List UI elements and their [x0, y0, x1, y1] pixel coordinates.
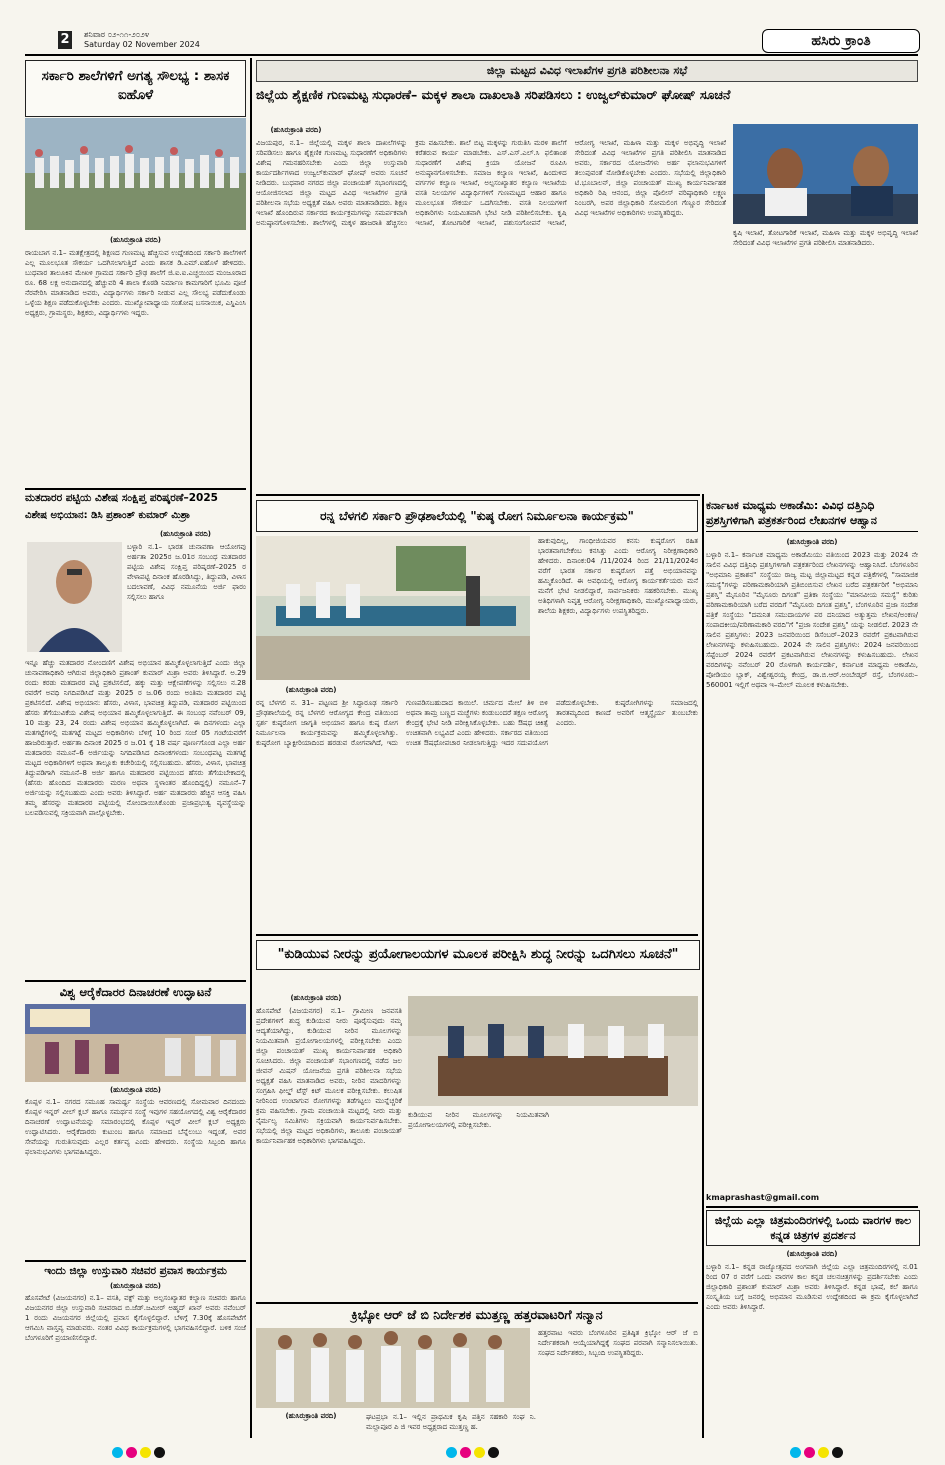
event-photo-image: [25, 1004, 246, 1082]
water-body-text: ಹೊಸಪೇಟೆ (ವಿಜಯನಗರ) ನ.1– ಗ್ರಾಮೀಣ ಜನವಸತಿ ಪ್ರದೇಶಗಳಿಗೆ ಶುದ್ಧ ಕುಡಿಯುವ ನೀರು ಪೂರೈಸುವುದು ನಮ್ಮ ಆದ್ಯತೆಯಾಗಿದ್ದು, ಕುಡಿಯುವ ನೀರಿನ ಮೂಲಗಳನ್ನು ನಿಯಮಿತವಾಗಿ ಪ್ರಯೋಗಾಲಯಗಳಲ್ಲಿ ಪರೀಕ್ಷಿಸಬೇಕು ಎಂದು ಜಿಲ್ಲಾ ಪಂಚಾಯತ್ ಮುಖ್ಯ ಕಾರ್ಯನಿರ್ವಾಹಕ ಅಧಿಕಾರಿ ಸೂಚಿಸಿದರು. ಜಿಲ್ಲಾ ಪಂಚಾಯತ್ ಸಭಾಂಗಣದಲ್ಲಿ ನಡೆದ ಜಲ ಜೀವನ್ ಮಿಷನ್ ಯೋಜನೆಯ ಪ್ರಗತಿ ಪರಿಶೀಲನಾ ಸಭೆಯ ಅಧ್ಯಕ್ಷತೆ ವಹಿಸಿ ಮಾತನಾಡಿದ ಅವರು, ನೀರಿನ ಮಾದರಿಗಳನ್ನು ಸಂಗ್ರಹಿಸಿ ಫೀಲ್ಡ್ ಟೆಸ್ಟ್ ಕಿಟ್ ಮೂಲಕ ಪರೀಕ್ಷಿಸಬೇಕು. ಕಲುಷಿತ ನೀರಿನಿಂದ ಉಂಟಾಗುವ ರೋಗಗಳನ್ನು ತಡೆಗಟ್ಟಲು ಮುನ್ನೆಚ್ಚರಿಕೆ ಕ್ರಮ ವಹಿಸಬೇಕು. ಗ್ರಾಮ ಪಂಚಾಯಿತಿ ಮಟ್ಟದಲ್ಲಿ ನೀರು ಮತ್ತು ನೈರ್ಮಲ್ಯ ಸಮಿತಿಗಳು ಸಕ್ರಿಯವಾಗಿ ಕಾರ್ಯನಿರ್ವಹಿಸಬೇಕು. ಸಭೆಯಲ್ಲಿ ಜಿಲ್ಲಾ ಮಟ್ಟದ ಅಧಿಕಾರಿಗಳು, ತಾಲೂಕು ಪಂಚಾಯತ್ ಕಾರ್ಯನಿರ್ವಾಹಕ ಅಧಿಕಾರಿಗಳು ಭಾಗವಹಿಸಿದ್ದರು.: [256, 1007, 402, 1145]
headline-box: [25, 60, 246, 117]
story3-body: ಕೊಪ್ಪಳ ನ.1– ನಗರದ ಸಮೂಹ ಸಾಮರ್ಥ್ಯ ಸಂಸ್ಥೆಯ ಆವರಣದಲ್ಲಿ ಸೋಮವಾರ ದಿನದಂದು ಕೊಪ್ಪಳ ಇನ್ನರ್ ವೀಲ್ ಕ್ಲಬ್ ಹಾಗೂ ಸಮರ್ಥನ ಸಂಸ್ಥೆ ಇವುಗಳ ಸಹಯೋಗದಲ್ಲಿ ವಿಶ್ವ ಆರೈಕೆದಾರರ ದಿನಾಚರಣೆ ಉದ್ಘಾಟನೆಯನ್ನು ಸಮಾರಂಭದಲ್ಲಿ ಕೊಪ್ಪಳ ಇನ್ನರ್ ವೀಲ್ ಕ್ಲಬ್ ಅಧ್ಯಕ್ಷರು ಉದ್ಘಾಟಿಸಿದರು. ಆರೈಕೆದಾರರು ಕುಟುಂಬ ಹಾಗೂ ಸಮಾಜದ ಬೆನ್ನೆಲುಬು ಇದ್ದಂತೆ, ಅವರ ಸೇವೆಯನ್ನು ಗುರುತಿಸುವುದು ಎಲ್ಲರ ಕರ್ತವ್ಯ ಎಂದು ಹೇಳಿದರು. ಸಂಸ್ಥೆಯ ಸಿಬ್ಬಂದಿ ಹಾಗೂ ಫಲಾನುಭವಿಗಳು ಭಾಗವಹಿಸಿದ್ದರು.: [25, 1098, 246, 1156]
story2-headline: ಮತದಾರರ ಪಟ್ಟಿಯ ವಿಶೇಷ ಸಂಕ್ಷಿಪ್ತ ಪರಿಷ್ಕರಣೆ–2025: [25, 492, 218, 504]
story2-byline: (ಹುಸಿರುಕ್ರಾಂತಿ ವರದಿ): [159, 530, 212, 538]
cyan-dot-icon: [790, 1447, 801, 1458]
column-divider: [250, 58, 252, 1438]
issue-date-kannada: ಶನಿವಾರ ೦೨-೧೧-೨೦೨೪: [84, 30, 150, 39]
dc-portrait: [27, 542, 122, 652]
registration-dots-left: [112, 1443, 168, 1462]
issue-date: [84, 30, 200, 50]
lead-body-right: [733, 228, 918, 490]
school-event-photo-image: [256, 536, 530, 680]
story1-headline: ಸರ್ಕಾರಿ ಶಾಲೆಗಳಿಗೆ ಅಗತ್ಯ ಸೌಲಭ್ಯ : ಶಾಸಕ ಐಹೊಳೆ: [41, 68, 230, 103]
cyan-dot-icon: [112, 1447, 123, 1458]
leprosy-body-right: ಹಾಕುವುದಿಲ್ಲ, ಗಾಂಧೀಜಿಯವರ ಕನಸು ಕುಷ್ಠರೋಗ ರಹಿತ ಭಾರತವಾಗಬೇಕೆಂಬ ಕನಸಿತ್ತು ಎಂದು ಆರೋಗ್ಯ ನಿರೀಕ್ಷಣಾಧಿಕಾರಿ ಹೇಳಿದರು. ದಿನಾಂಕ:04 /11/2024 ರಿಂದ 21/11/2024ರ ವರೆಗೆ ಭಾರತ ಸರ್ಕಾರ ಕುಷ್ಠರೋಗ ಪತ್ತೆ ಅಭಿಯಾನವನ್ನು ಹಮ್ಮಿಕೊಂಡಿದೆ. ಈ ಅವಧಿಯಲ್ಲಿ ಆರೋಗ್ಯ ಕಾರ್ಯಕರ್ತೆಯರು ಮನೆ ಮನೆಗೆ ಭೇಟಿ ನೀಡಲಿದ್ದಾರೆ, ಸಾರ್ವಜನಿಕರು ಸಹಕರಿಸಬೇಕು. ಮುಖ್ಯ ಅತಿಥಿಗಳಾಗಿ ನಿವೃತ್ತ ಆರೋಗ್ಯ ನಿರೀಕ್ಷಣಾಧಿಕಾರಿ, ಮುಖ್ಯೋಪಾಧ್ಯಾಯರು, ಶಾಲೆಯ ಶಿಕ್ಷಕರು, ವಿದ್ಯಾರ್ಥಿಗಳು ಉಪಸ್ಥಿತರಿದ್ದರು.: [538, 537, 698, 615]
story2-subhead: ವಿಶೇಷ ಅಭಿಯಾನ: ಡಿಸಿ ಪ್ರಶಾಂತ್ ಕುಮಾರ್ ಮಿಶ್ರಾ: [25, 510, 191, 521]
water-body-right: [408, 1110, 698, 1298]
divider: [25, 488, 246, 490]
lead-kicker: ಜಿಲ್ಲಾ ಮಟ್ಟದ ವಿವಿಧ ಇಲಾಖೆಗಳ ಪ್ರಗತಿ ಪರಿಶೀಲನಾ ಸಭೆ: [256, 60, 918, 82]
yellow-dot-icon: [474, 1447, 485, 1458]
header-rule: [25, 54, 918, 56]
story4-byline: (ಹುಸಿರುಕ್ರಾಂತಿ ವರದಿ): [109, 1282, 162, 1290]
divider: [25, 1260, 246, 1262]
kribhco-body1: ಘಟಪ್ರಭಾ ನ.1– ಇಲ್ಲಿನ ಪ್ರಾಥಮಿಕ ಕೃಷಿ ಪತ್ತಿನ ಸಹಕಾರಿ ಸಂಘ ನಿ. ಮಲ್ಲಾಪೂರ ಪಿ ಜಿ ಇವರ ಅಧ್ಯಕ್ಷರಾದ ಮುತ್ತಣ್ಣ ಹ.: [366, 1413, 536, 1431]
lead-photo: [733, 124, 918, 224]
academy-headline: ಕರ್ನಾಟಕ ಮಾಧ್ಯಮ ಅಕಾಡೆಮಿ: ವಿವಿಧ ದತ್ತಿನಿಧಿ ಪ್ರಶಸ್ತಿಗಳಿಗಾಗಿ ಪತ್ರಕರ್ತರಿಂದ ಲೇಖನಗಳ ಆಹ್ವಾನ: [706, 498, 918, 532]
divider: [256, 934, 698, 936]
divider: [256, 494, 700, 496]
story1-photo: [25, 118, 246, 230]
water-photo: [408, 996, 698, 1106]
water-body-right-text: ಕುಡಿಯುವ ನೀರಿನ ಮೂಲಗಳನ್ನು ನಿಯಮಿತವಾಗಿ ಪ್ರಯೋಗಾಲಯಗಳಲ್ಲಿ ಪರೀಕ್ಷಿಸಬೇಕು.: [408, 1111, 549, 1129]
yellow-dot-icon: [140, 1447, 151, 1458]
story3-byline: (ಹುಸಿರುಕ್ರಾಂತಿ ವರದಿ): [109, 1086, 162, 1094]
magenta-dot-icon: [804, 1447, 815, 1458]
registration-dots-center: [446, 1443, 502, 1462]
story2-body-top: ಬಳ್ಳಾರಿ ನ.1– ಭಾರತ ಚುನಾವಣಾ ಆಯೋಗವು ಅರ್ಹತಾ 2025ರ ಜ.01ರ ಸಂಬಂಧ ಮತದಾರರ ಪಟ್ಟಿಯ ವಿಶೇಷ ಸಂಕ್ಷಿಪ್ತ ಪರಿಷ್ಕರಣೆ–2025 ರ ವೇಳಾಪಟ್ಟಿ ದಿನಾಂಕ ಹೊರಡಿಸಿದ್ದು, ತಿದ್ದುಪಡಿ, ವಿಳಾಸ ಬದಲಾವಣೆ, ವಿವಿಧ ನಮೂನೆಯ ಅರ್ಜಿ ಫಾರಂ ಸಲ್ಲಿಸಲು ಹಾಗೂ: [127, 543, 246, 601]
water-byline: (ಹುಸಿರುಕ್ರಾಂತಿ ವರದಿ): [290, 994, 342, 1002]
story3-photo: [25, 1004, 246, 1082]
lead-body-right-text: ಕೃಷಿ ಇಲಾಖೆ, ತೋಟಗಾರಿಕೆ ಇಲಾಖೆ, ಮಹಿಳಾ ಮತ್ತು ಮಕ್ಕಳ ಅಭಿವೃದ್ಧಿ ಇಲಾಖೆ ಸೇರಿದಂತೆ ವಿವಿಧ ಇಲಾಖೆಗಳ ಪ್ರಗತಿ ಪರಿಶೀಲಿಸಿ ಮಾತನಾಡಿದರು.: [733, 229, 918, 247]
black-dot-icon: [488, 1447, 499, 1458]
leprosy-photo: [256, 536, 530, 680]
felicitation-photo-image: [256, 1328, 530, 1408]
leprosy-body: [256, 698, 698, 930]
black-dot-icon: [154, 1447, 165, 1458]
divider: [706, 1206, 918, 1208]
divider: [25, 980, 246, 982]
cyan-dot-icon: [446, 1447, 457, 1458]
story4-headline: ಇಂದು ಜಿಲ್ಲಾ ಉಸ್ತುವಾರಿ ಸಚಿವರ ಪ್ರವಾಸ ಕಾರ್ಯಕ್ರಮ: [44, 1265, 227, 1277]
lead-body: [256, 138, 726, 490]
column-divider: [702, 494, 704, 1438]
lead-headline: ಜಿಲ್ಲೆಯ ಶೈಕ್ಷಣಿಕ ಗುಣಮಟ್ಟ ಸುಧಾರಣೆ– ಮಕ್ಕಳ ಶಾಲಾ ದಾಖಲಾತಿ ಸರಿಪಡಿಸಲು : ಉಜ್ವಲ್‌ಕುಮಾರ್ ಘೋಷ್ ಸೂಚನೆ: [256, 87, 731, 102]
leprosy-byline: (ಹುಸಿರುಕ್ರಾಂತಿ ವರದಿ): [285, 686, 337, 694]
leprosy-body-text: ರನ್ನ ಬೆಳಗಲಿ ನ. 31– ಪಟ್ಟಣದ ಶ್ರೀ ಸಿದ್ಧಾರೂಢ ಸರ್ಕಾರಿ ಪ್ರೌಢಶಾಲೆಯಲ್ಲಿ ರನ್ನ ಬೆಳಗಲಿ ಆರೋಗ್ಯದ ಕೇಂದ್ರ ವತಿಯಿಂದ ಸ್ಪರ್ಶ ಕುಷ್ಠರೋಗ ಜಾಗೃತಿ ಅಭಿಯಾನ ಹಾಗೂ ಕುಷ್ಠ ರೋಗ ನಿರ್ಮೂಲನಾ ಕಾರ್ಯಕ್ರಮವನ್ನು ಹಮ್ಮಿಕೊಳ್ಳಲಾಗಿತ್ತು. ಕುಷ್ಠರೋಗ ಬ್ಯಾಕ್ಟೀರಿಯಾದಿಂದ ಹರಡುವ ರೋಗವಾಗಿದೆ, ಇದು ಗುಣಪಡಿಸಬಹುದಾದ ಕಾಯಿಲೆ. ಚರ್ಮದ ಮೇಲೆ ತಿಳಿ ಬಿಳಿ ಅಥವಾ ತಾಮ್ರ ಬಣ್ಣದ ಮಚ್ಚೆಗಳು ಕಂಡುಬಂದರೆ ತಕ್ಷಣ ಆರೋಗ್ಯ ಕೇಂದ್ರಕ್ಕೆ ಭೇಟಿ ನೀಡಿ ಪರೀಕ್ಷಿಸಿಕೊಳ್ಳಬೇಕು. ಬಹು ಔಷಧ ಚಿಕಿತ್ಸೆ ಉಚಿತವಾಗಿ ಲಭ್ಯವಿದೆ ಎಂದು ಹೇಳಿದರು. ಸರ್ಕಾರದ ವತಿಯಿಂದ ಉಚಿತ ಔಷಧೋಪಚಾರ ನೀಡಲಾಗುತ್ತಿದ್ದು ಇದರ ಸದುಪಯೋಗ ಪಡೆದುಕೊಳ್ಳಬೇಕು. ಕುಷ್ಠರೋಗಿಗಳನ್ನು ಸಮಾಜದಲ್ಲಿ ತಾರತಮ್ಯದಿಂದ ಕಾಣದೆ ಅವರಿಗೆ ಆತ್ಮಸ್ಥೈರ್ಯ ತುಂಬಬೇಕು ಎಂದರು.: [256, 699, 698, 747]
cinema-body: ಬಳ್ಳಾರಿ ನ.1– ಕನ್ನಡ ರಾಜ್ಯೋತ್ಸವದ ಅಂಗವಾಗಿ ಜಿಲ್ಲೆಯ ಎಲ್ಲಾ ಚಿತ್ರಮಂದಿರಗಳಲ್ಲಿ ನ.01 ರಿಂದ 07 ರ ವರೆಗೆ ಒಂದು ವಾರಗಳ ಕಾಲ ಕನ್ನಡ ಚಲನಚಿತ್ರಗಳನ್ನು ಪ್ರದರ್ಶಿಸಬೇಕು ಎಂದು ಜಿಲ್ಲಾಧಿಕಾರಿ ಪ್ರಶಾಂತ್ ಕುಮಾರ್ ಮಿಶ್ರಾ ಅವರು ತಿಳಿಸಿದ್ದಾರೆ. ಕನ್ನಡ ಭಾಷೆ, ಕಲೆ ಹಾಗೂ ಸಂಸ್ಕೃತಿಯ ಬಗ್ಗೆ ಜನರಲ್ಲಿ ಅಭಿಮಾನ ಮೂಡಿಸುವ ಉದ್ದೇಶದಿಂದ ಈ ಕ್ರಮ ಕೈಗೊಳ್ಳಲಾಗಿದೆ ಎಂದು ಅವರು ತಿಳಿಸಿದ್ದಾರೆ.: [706, 1263, 918, 1311]
story2-body: ಇನ್ನೂ ಹೆಚ್ಚು ಮತದಾರರ ನೋಂದಣಿಗೆ ವಿಶೇಷ ಅಭಿಯಾನ ಹಮ್ಮಿಕೊಳ್ಳಲಾಗುತ್ತಿದೆ ಎಂದು ಜಿಲ್ಲಾ ಚುನಾವಣಾಧಿಕಾರಿ ಆಗಿರುವ ಜಿಲ್ಲಾಧಿಕಾರಿ ಪ್ರಶಾಂತ್ ಕುಮಾರ್ ಮಿಶ್ರಾ ಅವರು ತಿಳಿಸಿದ್ದಾರೆ. ಅ.29 ರಂದು ಕರಡು ಮತದಾರರ ಪಟ್ಟಿ ಪ್ರಕಟಿಸಲಿದೆ, ಹಕ್ಕು ಮತ್ತು ಆಕ್ಷೇಪಣೆಗಳನ್ನು ಸಲ್ಲಿಸಲು ನ.28 ರವರೆಗೆ ಅವಧಿ ನಿಗದಿಪಡಿಸಿದೆ ಮತ್ತು 2025 ರ ಜ.06 ರಂದು ಅಂತಿಮ ಮತದಾರರ ಪಟ್ಟಿ ಪ್ರಕಟಿಸಲಿದೆ. ವಿಶೇಷ ಅಭಿಯಾನ: ಹೆಸರು, ವಿಳಾಸ, ಭಾವಚಿತ್ರ ತಿದ್ದುಪಡಿ, ಮತದಾರರ ಪಟ್ಟಿಯಿಂದ ಹೆಸರು ತೆಗೆಯುವಿಕೆಯ ವಿಶೇಷ ಅಭಿಯಾನ ಹಮ್ಮಿಕೊಳ್ಳಲಾಗುತ್ತಿದೆ. ಈ ಸಂಬಂಧ ನವೆಂಬರ್ 09, 10 ಮತ್ತು 23, 24 ರಂದು ವಿಶೇಷ ಅಭಿಯಾನ ಹಮ್ಮಿಕೊಳ್ಳಲಾಗಿದೆ. ಈ ದಿನಗಳಂದು ಎಲ್ಲಾ ಮತಗಟ್ಟೆಗಳಲ್ಲಿ ಮತಗಟ್ಟೆ ಮಟ್ಟದ ಅಧಿಕಾರಿಗಳು ಬೆಳಿಗ್ಗೆ 10 ರಿಂದ ಸಂಜೆ 05 ಗಂಟೆಯವರೆಗೆ ಹಾಜರಿರುತ್ತಾರೆ. ಅರ್ಹತಾ ದಿನಾಂಕ 2025 ರ ಜ.01 ಕ್ಕೆ 18 ವರ್ಷ ಪೂರ್ಣಗೊಂಡ ಎಲ್ಲಾ ಅರ್ಹ ಮತದಾರರು ನಮೂನೆ–6 ಅರ್ಜಿಯನ್ನು ನಿಗದಿಪಡಿಸಿದ ದಿನಾಂಕಗಳಂದು ಸಂಬಂಧಪಟ್ಟ ಮತಗಟ್ಟೆ ಮಟ್ಟದ ಅಧಿಕಾರಿಗಳಿಗೆ ಅಥವಾ ತಾಲ್ಲೂಕು ಕಚೇರಿಯಲ್ಲಿ ಸಲ್ಲಿಸಬಹುದು. ಹೆಸರು, ವಿಳಾಸ, ಭಾವಚಿತ್ರ ತಿದ್ದುಪಡಿಗಾಗಿ ನಮೂನೆ–8 ಅರ್ಜಿ ಹಾಗೂ ಮತದಾರರ ಪಟ್ಟಿಯಿಂದ ಹೆಸರು ತೆಗೆಯಬೇಕಾದಲ್ಲಿ (ಹೆಸರು ಹೊಂದಿದ ಮತದಾರರು ಮರಣ ಅಥವಾ ಸ್ಥಳಾಂತರ ಹೊಂದಿದ್ದಲ್ಲಿ) ನಮೂನೆ–7 ಅರ್ಜಿಯನ್ನು ಸಲ್ಲಿಸಬಹುದು ಎಂದು ಅವರು ತಿಳಿಸಿದ್ದಾರೆ. ಅರ್ಹ ಮತದಾರರು ಹೆಚ್ಚಿನ ಆಸಕ್ತಿ ವಹಿಸಿ ತಮ್ಮ ಹೆಸರನ್ನು ಮತದಾರರ ಪಟ್ಟಿಯಲ್ಲಿ ನೋಂದಾಯಿಸಿಕೊಂಡು ಪ್ರಜಾಪ್ರಭುತ್ವ ವ್ಯವಸ್ಥೆಯನ್ನು ಬಲಪಡಿಸುವಲ್ಲಿ ಸಕ್ರಿಯವಾಗಿ ಪಾಲ್ಗೊಳ್ಳಬೇಕು.: [25, 659, 246, 817]
story1-body: ರಾಯಬಾಗ ನ.1– ಮತಕ್ಷೇತ್ರದಲ್ಲಿ ಶಿಕ್ಷಣದ ಗುಣಮಟ್ಟ ಹೆಚ್ಚಿಸುವ ಉದ್ದೇಶದಿಂದ ಸರ್ಕಾರಿ ಶಾಲೆಗಳಿಗೆ ಎಲ್ಲ ಮೂಲಭೂತ ಸೌಕರ್ಯ ಒದಗಿಸಲಾಗುತ್ತಿದೆ ಎಂದು ಶಾಸಕ ಡಿ.ಎಮ್.ಐಹೊಳೆ ಹೇಳಿದರು. ಬುಧವಾರ ತಾಲೂಕಿನ ಮೇಖಳಿ ಗ್ರಾಮದ ಸರ್ಕಾರಿ ಪ್ರೌಢ ಶಾಲೆಗೆ ಜಿ.ಐ.ಐ.ಎಚ್ಚಯಿಂದ ಮಂಜೂರಾದ ರೂ. 68 ಲಕ್ಷ ಅನುದಾನದಲ್ಲಿ ಹೆಚ್ಚುವರಿ 4 ಶಾಲಾ ಕೊಠಡಿ ನಿರ್ಮಾಣ ಕಾಮಗಾರಿಗೆ ಭೂಮಿ ಪೂಜೆ ನೆರವೇರಿಸಿ ಮಾತನಾಡಿದ ಅವರು, ವಿದ್ಯಾರ್ಥಿಗಳು ಸರ್ಕಾರಿ ನೀಡುವ ಎಲ್ಲ ಸೌಲಭ್ಯ ಪಡೆದುಕೊಂಡು ಒಳ್ಳೆಯ ಶಿಕ್ಷಣ ಪಡೆದುಕೊಳ್ಳಬೇಕು ಎಂದರು. ಮುಖ್ಯೋಪಾಧ್ಯಾಯ ಸಂತೋಷ ಬಸನಾಯಿಕ, ಎಸ್ಡಿಎಂಸಿ ಅಧ್ಯಕ್ಷರು, ಗ್ರಾಮಸ್ಥರು, ಶಿಕ್ಷಕರು, ವಿದ್ಯಾರ್ಥಿಗಳು ಇದ್ದರು.: [25, 249, 246, 317]
divider: [256, 1302, 698, 1304]
left-story-1: [25, 60, 246, 1438]
cinema-headline: ಜಿಲ್ಲೆಯ ಎಲ್ಲಾ ಚಿತ್ರಮಂದಿರಗಳಲ್ಲಿ ಒಂದು ವಾರಗಳ ಕಾಲ ಕನ್ನಡ ಚಿತ್ರಗಳ ಪ್ರದರ್ಶನ: [706, 1210, 920, 1246]
issue-date-english: Saturday 02 November 2024: [84, 40, 200, 49]
story1-byline: (ಹುಸಿರುಕ್ರಾಂತಿ ವರದಿ): [109, 236, 162, 244]
water-headline: "ಕುಡಿಯುವ ನೀರನ್ನು ಪ್ರಯೋಗಾಲಯಗಳ ಮೂಲಕ ಪರೀಕ್ಷಿಸಿ ಶುದ್ಧ ನೀರನ್ನು ಒದಗಿಸಲು ಸೂಚನೆ": [256, 940, 700, 970]
story3-headline: ವಿಶ್ವ ಆರೈಕೆದಾರರ ದಿನಾಚರಣೆ ಉದ್ಘಾಟನೆ: [59, 985, 212, 999]
kribhco-headline: ಕ್ರಿಭ್ಕೋ ಆರ್ ಜೆ ಬಿ ನಿರ್ದೇಶಕ ಮುತ್ತಣ್ಣ ಹತ್ತರವಾಟರಿಗೆ ಸನ್ಮಾನ: [351, 1307, 603, 1322]
registration-dots-right: [790, 1443, 846, 1462]
kribhco-byline: (ಹುಸಿರುಕ್ರಾಂತಿ ವರದಿ): [285, 1412, 337, 1420]
academy-byline: (ಹುಸಿರುಕ್ರಾಂತಿ ವರದಿ): [786, 538, 838, 546]
lab-meeting-photo-image: [408, 996, 698, 1106]
portrait-image: [27, 542, 122, 652]
page-number: 2: [58, 31, 72, 49]
story4-body: ಹೊಸಪೇಟೆ (ವಿಜಯನಗರ) ನ.1– ವಸತಿ, ವಕ್ಫ್ ಮತ್ತು ಅಲ್ಪಸಂಖ್ಯಾತರ ಕಲ್ಯಾಣ ಸಚಿವರು ಹಾಗೂ ವಿಜಯನಗರ ಜಿಲ್ಲಾ ಉಸ್ತುವಾರಿ ಸಚಿವರಾದ ಬಿ.ಜೆಡ್.ಜಮೀರ್ ಅಹ್ಮದ್ ಖಾನ್ ಅವರು ನವೆಂಬರ್ 1 ರಂದು ವಿಜಯನಗರ ಜಿಲ್ಲೆಯಲ್ಲಿ ಪ್ರವಾಸ ಕೈಗೊಳ್ಳಲಿದ್ದಾರೆ. ಬೆಳಿಗ್ಗೆ 7.30ಕ್ಕೆ ಹೊಸಪೇಟೆಗೆ ಆಗಮಿಸಿ ವಾಸ್ತವ್ಯ ಮಾಡುವರು. ನಂತರ ವಿವಿಧ ಕಾರ್ಯಕ್ರಮಗಳಲ್ಲಿ ಭಾಗವಹಿಸಲಿದ್ದಾರೆ. ಬಳಿಕ ಸಂಜೆ ಬೆಂಗಳೂರಿಗೆ ಪ್ರಯಾಣಿಸಲಿದ್ದಾರೆ.: [25, 1294, 246, 1342]
kribhco-photo: [256, 1328, 530, 1408]
meeting-photo-image: [733, 124, 918, 224]
magenta-dot-icon: [460, 1447, 471, 1458]
leprosy-headline: ರನ್ನ ಬೆಳಗಲಿ ಸರ್ಕಾರಿ ಪ್ರೌಢಶಾಲೆಯಲ್ಲಿ "ಕುಷ್ಠ ರೋಗ ನಿರ್ಮೂಲನಾ ಕಾರ್ಯಕ್ರಮ": [256, 500, 698, 532]
water-body-left: [256, 1006, 402, 1298]
magenta-dot-icon: [126, 1447, 137, 1458]
lead-byline: (ಹುಸಿರುಕ್ರಾಂತಿ ವರದಿ): [270, 126, 322, 134]
academy-email[interactable]: kmaprashast@gmail.com: [706, 1193, 820, 1202]
cinema-byline: (ಹುಸಿರುಕ್ರಾಂತಿ ವರದಿ): [786, 1250, 838, 1258]
kribhco-body2: ಹತ್ತರವಾಟ ಇವರು ಬೆಂಗಳೂರಿನ ಪ್ರತಿಷ್ಠಿತ ಕ್ರಿಭ್ಕೋ ಆರ್ ಜೆ ಬಿ ನಿರ್ದೇಶಕರಾಗಿ ಆಯ್ಕೆಯಾಗಿದ್ದಕ್ಕೆ ಸಂಘದ ಪರವಾಗಿ ಸನ್ಮಾನಿಸಲಾಯಿತು. ಸಂಘದ ನಿರ್ದೇಶಕರು, ಸಿಬ್ಬಂದಿ ಉಪಸ್ಥಿತರಿದ್ದರು.: [538, 1329, 698, 1357]
black-dot-icon: [832, 1447, 843, 1458]
academy-body: ಬಳ್ಳಾರಿ ನ.1– ಕರ್ನಾಟಕ ಮಾಧ್ಯಮ ಅಕಾಡೆಮಿಯು ವತಿಯಿಂದ 2023 ಮತ್ತು 2024 ನೇ ಸಾಲಿನ ವಿವಿಧ ದತ್ತಿನಿಧಿ ಪ್ರಶಸ್ತಿಗಳಿಗಾಗಿ ಪತ್ರಕರ್ತರಿಂದ ಲೇಖನಗಳನ್ನು ಆಹ್ವಾನಿಸಿದೆ. ಬೆಂಗಳೂರಿನ "ಅಭಿಮಾನಿ ಪ್ರಕಾಶನ" ಸಂಸ್ಥೆಯು ರಾಜ್ಯ ಮಟ್ಟ ಜಿಲ್ಲಾಮಟ್ಟದ ಕನ್ನಡ ಪತ್ರಿಕೆಗಳಲ್ಲಿ "ಸಾಮಾಜಿಕ ಸಮಸ್ಯೆ"ಗಳನ್ನು ಪರಿಣಾಮಕಾರಿಯಾಗಿ ಪ್ರತಿಬಿಂಬಿಸುವ ಲೇಖನ ಬರೆದ ಪತ್ರಕರ್ತರಿಗೆ "ಅಭಿಮಾನಿ ಪ್ರಶಸ್ತಿ" ಮೈಸೂರಿನ "ಮೈಸೂರು ದಿಗಂತ" ಪ್ರತಿಕಾ ಸಂಸ್ಥೆಯು "ಮಾನವೀಯ ಸಮಸ್ಯೆ" ಕುರಿತು ಪರಿಣಾಮಕಾರಿಯಾಗಿ ಬರೆದ ವರದಿಗೆ "ಮೈಸೂರು ದಿಗಂತ ಪ್ರಶಸ್ತಿ", ಬೆಂಗಳೂರಿನ ಪ್ರಜಾ ಸಂದೇಶ ಪತ್ರಿಕೆ ಸಂಸ್ಥೆಯು "ದಮನಿತ ಸಮುದಾಯಗಳ ಪರ ದನಿಯಾದ ಅತ್ಯುತ್ತಮ ಲೇಖನ/ಅಂಕಣ/ಸಂಪಾದಕೀಯ/ಪರಿಣಾಮಕಾರಿ ವರದಿ"ಗೆ "ಪ್ರಜಾ ಸಂದೇಶ ಪ್ರಶಸ್ತಿ" ಯನ್ನು ನೀಡಲಿದೆ. 2023 ನೇ ಸಾಲಿನ ಪ್ರಶಸ್ತಿಗಳು: 2023 ಜನವರಿಯಿಂದ ಡಿಸೆಂಬರ್–2023 ರವರೆಗೆ ಪ್ರಕಟವಾಗಿರುವ ಲೇಖನಗಳನ್ನು ಕಳುಹಿಸಬಹುದು. 2024 ನೇ ಸಾಲಿನ ಪ್ರಶಸ್ತಿಗಳು: 2024 ಜನವರಿಯಿಂದ ಸೆಪ್ಟೆಂಬರ್ 2024 ರವರೆಗೆ ಪ್ರಕಟವಾಗಿರುವ ಲೇಖನಗಳನ್ನು ಕಳುಹಿಸಬಹುದು. ಲೇಖನ ವರದಿಗಳನ್ನು ನವೆಂಬರ್ 20 ರೊಳಗಾಗಿ ಕಾರ್ಯದರ್ಶಿ, ಕರ್ನಾಟಕ ಮಾಧ್ಯಮ ಅಕಾಡೆಮಿ, ಪೋಡಿಯಂ ಬ್ಲಾಕ್, ವಿಶ್ವೇಶ್ವರಯ್ಯ ಕೇಂದ್ರ, ಡಾ.ಬಿ.ಆರ್.ಅಂಬೇಡ್ಕರ್ ರಸ್ತೆ, ಬೆಂಗಳೂರು–560001 ಇಲ್ಲಿಗೆ ಅಥವಾ ಇ–ಮೇಲ್ ಮೂಲಕ ಕಳುಹಿಸಬೇಕು.: [706, 551, 918, 689]
lead-body-text: ವಿಜಯಪುರ, ನ.1– ಜಿಲ್ಲೆಯಲ್ಲಿ ಮಕ್ಕಳ ಶಾಲಾ ದಾಖಲೆಗಳನ್ನು ಸರಿಪಡಿಸಲು ಹಾಗೂ ಶೈಕ್ಷಣಿಕ ಗುಣಮಟ್ಟ ಸುಧಾರಣೆಗೆ ಅಧಿಕಾರಿಗಳು ವಿಶೇಷ ಗಮನಹರಿಸಬೇಕು ಎಂದು ಜಿಲ್ಲಾ ಉಸ್ತುವಾರಿ ಕಾರ್ಯದರ್ಶಿಗಳಾದ ಉಜ್ವಲ್‌ಕುಮಾರ್ ಘೋಷ್ ಅವರು ಸೂಚನೆ ನೀಡಿದರು. ಬುಧವಾರ ನಗರದ ಜಿಲ್ಲಾ ಪಂಚಾಯತ್ ಸಭಾಂಗಣದಲ್ಲಿ ಆಯೋಜಿಸಲಾದ ಜಿಲ್ಲಾ ಮಟ್ಟದ ವಿವಿಧ ಇಲಾಖೆಗಳ ಪ್ರಗತಿ ಪರಿಶೀಲನಾ ಸಭೆಯ ಅಧ್ಯಕ್ಷತೆ ವಹಿಸಿ ಅವರು ಮಾತನಾಡಿದರು. ಶಿಕ್ಷಣ ಇಲಾಖೆ ಹೊಂದಿರುವ ಸರ್ಕಾರದ ಕಾರ್ಯಕ್ರಮಗಳನ್ನು ಸಮರ್ಪಕವಾಗಿ ಅನುಷ್ಠಾನಗೊಳಿಸಬೇಕು. ಶಾಲೆಗಳಲ್ಲಿ ಮಕ್ಕಳ ಹಾಜರಾತಿ ಹೆಚ್ಚಿಸಲು ಕ್ರಮ ವಹಿಸಬೇಕು. ಶಾಲೆ ಬಿಟ್ಟ ಮಕ್ಕಳನ್ನು ಗುರುತಿಸಿ ಮರಳಿ ಶಾಲೆಗೆ ಕರೆತರುವ ಕಾರ್ಯ ಮಾಡಬೇಕು. ಎಸ್.ಎಸ್.ಎಲ್.ಸಿ ಫಲಿತಾಂಶ ಸುಧಾರಣೆಗೆ ವಿಶೇಷ ಕ್ರಿಯಾ ಯೋಜನೆ ರೂಪಿಸಿ ಅನುಷ್ಠಾನಗೊಳಿಸಬೇಕು. ಸಮಾಜ ಕಲ್ಯಾಣ ಇಲಾಖೆ, ಹಿಂದುಳಿದ ವರ್ಗಗಳ ಕಲ್ಯಾಣ ಇಲಾಖೆ, ಅಲ್ಪಸಂಖ್ಯಾತರ ಕಲ್ಯಾಣ ಇಲಾಖೆಯ ವಸತಿ ನಿಲಯಗಳ ವಿದ್ಯಾರ್ಥಿಗಳಿಗೆ ಗುಣಮಟ್ಟದ ಆಹಾರ ಹಾಗೂ ಮೂಲಭೂತ ಸೌಕರ್ಯ ಒದಗಿಸಬೇಕು. ವಸತಿ ನಿಲಯಗಳಿಗೆ ಅಧಿಕಾರಿಗಳು ನಿಯಮಿತವಾಗಿ ಭೇಟಿ ನೀಡಿ ಪರಿಶೀಲಿಸಬೇಕು. ಕೃಷಿ ಇಲಾಖೆ, ತೋಟಗಾರಿಕೆ ಇಲಾಖೆ, ಪಶುಸಂಗೋಪನೆ ಇಲಾಖೆ, ಆರೋಗ್ಯ ಇಲಾಖೆ, ಮಹಿಳಾ ಮತ್ತು ಮಕ್ಕಳ ಅಭಿವೃದ್ಧಿ ಇಲಾಖೆ ಸೇರಿದಂತೆ ವಿವಿಧ ಇಲಾಖೆಗಳ ಪ್ರಗತಿ ಪರಿಶೀಲಿಸಿ ಮಾತನಾಡಿದ ಅವರು, ಸರ್ಕಾರದ ಯೋಜನೆಗಳು ಅರ್ಹ ಫಲಾನುಭವಿಗಳಿಗೆ ತಲುಪುವಂತೆ ನೋಡಿಕೊಳ್ಳಬೇಕು ಎಂದರು. ಸಭೆಯಲ್ಲಿ ಜಿಲ್ಲಾಧಿಕಾರಿ ಟಿ.ಭೂಬಾಲನ್, ಜಿಲ್ಲಾ ಪಂಚಾಯತ್ ಮುಖ್ಯ ಕಾರ್ಯನಿರ್ವಾಹಕ ಅಧಿಕಾರಿ ರಿಷಿ ಆನಂದ, ಜಿಲ್ಲಾ ಪೊಲೀಸ್ ವರಿಷ್ಠಾಧಿಕಾರಿ ಲಕ್ಷ್ಮಣ ನಿಂಬರಗಿ, ಅಪರ ಜಿಲ್ಲಾಧಿಕಾರಿ ಸೋಮಲಿಂಗ ಗೆಣ್ಣೂರ ಸೇರಿದಂತೆ ವಿವಿಧ ಇಲಾಖೆಗಳ ಅಧಿಕಾರಿಗಳು ಉಪಸ್ಥಿತರಿದ್ದರು.: [256, 139, 726, 227]
yellow-dot-icon: [818, 1447, 829, 1458]
page-header: [0, 0, 945, 52]
masthead: ಹಸಿರು ಕ್ರಾಂತಿ: [762, 29, 920, 53]
group-photo-image: [25, 118, 246, 230]
